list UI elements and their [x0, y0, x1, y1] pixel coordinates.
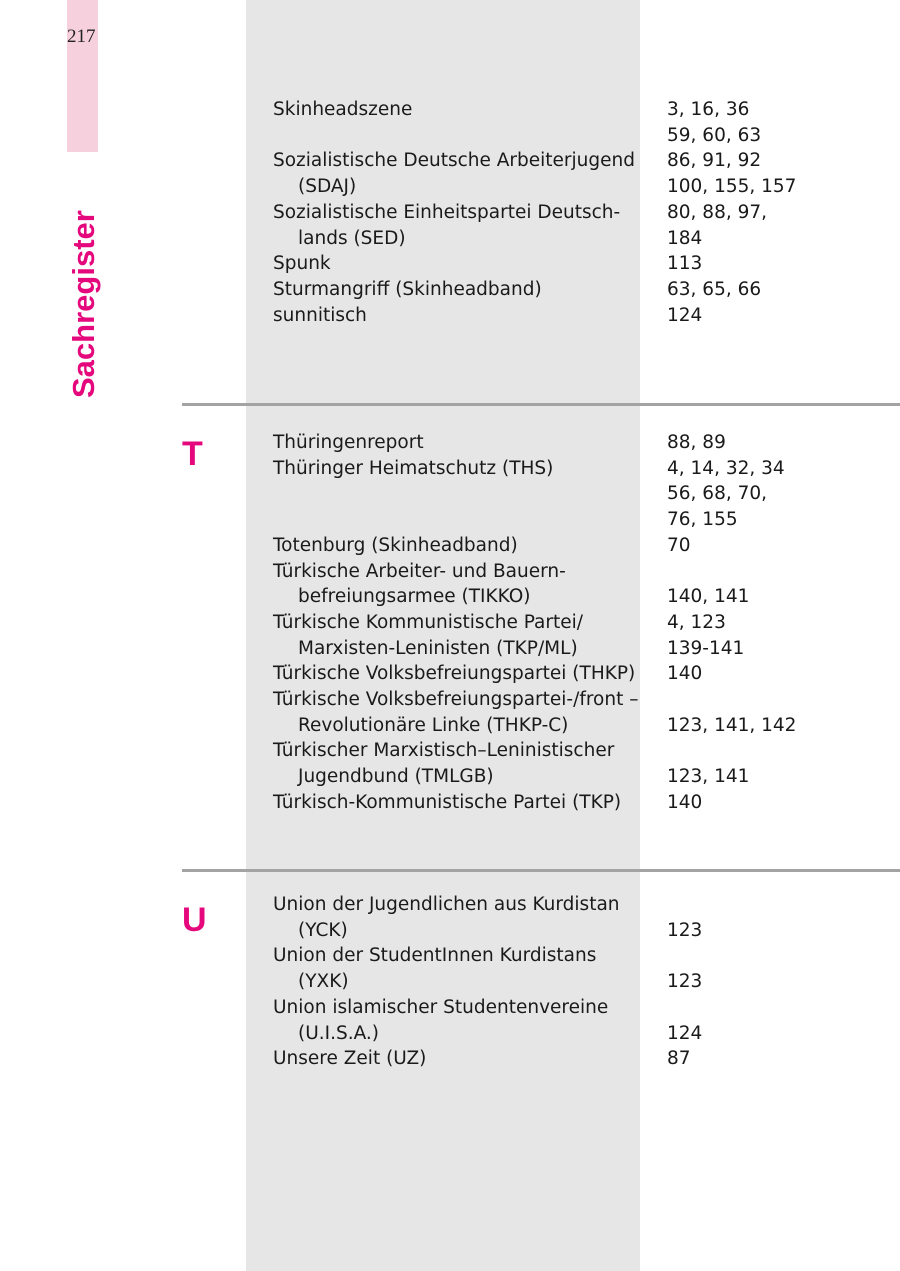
index-entry	[273, 456, 785, 533]
entry-term: Türkische Arbeiter- und Bauern-	[273, 560, 566, 582]
entry-spacer	[273, 507, 643, 533]
page-reference: 3, 16, 36	[667, 99, 750, 120]
entry-term: Sozialistische Einheitspartei Deutsch-	[273, 201, 621, 223]
section-divider	[182, 869, 900, 872]
page-reference: 123	[667, 971, 703, 993]
entry-term-continuation: Marxisten-Leninisten (TKP/ML)	[298, 637, 578, 659]
entry-pages	[667, 1046, 691, 1072]
entry-pages	[667, 97, 761, 148]
entry-term: Türkischer Marxistisch–Leninistischer	[273, 740, 615, 762]
page-reference: 87	[667, 1048, 691, 1070]
index-entry	[273, 892, 703, 943]
page-reference: 140	[667, 791, 703, 813]
entry-term: Türkische Kommunistische Partei/	[273, 611, 584, 633]
page-reference: 123	[667, 919, 703, 941]
index-entry	[273, 610, 745, 661]
index-entry	[273, 251, 703, 277]
entry-term: Union der StudentInnen Kurdistans	[273, 945, 597, 967]
entry-pages	[667, 200, 767, 251]
page-reference: 4, 123	[667, 611, 726, 633]
page-reference: 124	[667, 1022, 703, 1044]
page-reference: 124	[667, 304, 703, 326]
entry-pages	[667, 764, 749, 790]
entry-term: Thüringer Heimatschutz (THS)	[273, 457, 554, 479]
entry-term: Unsere Zeit (UZ)	[273, 1048, 427, 1070]
entry-term: Union islamischer Studentenvereine	[273, 996, 609, 1018]
page-number: 217	[67, 26, 96, 47]
index-section-s	[273, 97, 797, 328]
entry-pages	[667, 430, 726, 456]
entry-term-continuation: (U.I.S.A.)	[298, 1022, 380, 1044]
page-reference: 88, 89	[667, 432, 726, 453]
page-reference: 56, 68, 70,	[667, 483, 768, 505]
page-reference: 4, 14, 32, 34	[667, 457, 785, 479]
page-reference: 123, 141	[667, 766, 750, 788]
page-reference: 184	[667, 227, 703, 249]
entry-pages	[667, 277, 761, 303]
page-reference: 139-141	[667, 637, 745, 659]
entry-term: sunnitisch	[273, 304, 367, 326]
entry-term-continuation: lands (SED)	[298, 227, 406, 249]
index-entry	[273, 790, 703, 816]
entry-pages	[667, 1021, 702, 1047]
page-reference: 123, 141, 142	[667, 714, 797, 736]
index-entry	[273, 943, 703, 994]
entry-pages	[667, 584, 749, 610]
entry-pages	[667, 713, 796, 739]
entry-term: Thüringenreport	[273, 432, 424, 453]
page-reference: 63, 65, 66	[667, 278, 762, 300]
index-section-t	[273, 430, 797, 816]
entry-pages	[667, 251, 702, 277]
entry-term: Sozialistische Deutsche Arbeiterjugend	[273, 150, 635, 172]
index-section-u	[273, 892, 703, 1072]
entry-pages	[667, 918, 702, 944]
index-title: Sachregister	[66, 210, 101, 398]
page-reference: 80, 88, 97,	[667, 201, 768, 223]
entry-term: Skinheadszene	[273, 99, 413, 120]
entry-pages	[667, 303, 702, 329]
page-reference: 140	[667, 663, 703, 685]
entry-term: Union der Jugendlichen aus Kurdistan	[273, 894, 620, 915]
entry-term-continuation: Jugendbund (TMLGB)	[298, 766, 494, 788]
page-reference: 100, 155, 157	[667, 176, 797, 198]
entry-pages	[667, 790, 702, 816]
section-letter-u: U	[182, 901, 207, 939]
index-entry	[273, 995, 703, 1046]
entry-pages	[667, 533, 691, 559]
entry-spacer	[273, 123, 643, 149]
page-reference: 76, 155	[667, 509, 738, 531]
entry-spacer	[273, 481, 643, 507]
entry-term-continuation: Revolutionäre Linke (THKP-C)	[298, 714, 569, 736]
section-divider	[182, 403, 900, 406]
entry-term: Totenburg (Skinheadband)	[273, 534, 518, 556]
index-entry	[273, 303, 703, 329]
index-entry	[273, 1046, 691, 1072]
page-reference: 113	[667, 253, 703, 275]
index-entry	[273, 533, 691, 559]
index-entry	[273, 200, 768, 251]
index-entry	[273, 661, 703, 687]
entry-term-continuation: (YCK)	[298, 919, 348, 941]
entry-term-continuation: (YXK)	[298, 971, 349, 993]
entry-pages	[667, 969, 702, 995]
index-entry	[273, 687, 797, 738]
entry-pages	[667, 610, 744, 661]
entry-term: Sturmangriff (Skinheadband)	[273, 278, 542, 300]
entry-term: Türkische Volksbefreiungspartei (THKP)	[273, 663, 636, 685]
entry-pages	[667, 661, 702, 687]
index-entry	[273, 559, 750, 610]
entry-pages	[667, 148, 796, 199]
entry-term: Spunk	[273, 253, 331, 275]
section-tab	[67, 0, 98, 152]
entry-term-continuation: befreiungsarmee (TIKKO)	[298, 586, 531, 608]
index-entry	[273, 97, 762, 148]
entry-term-continuation: (SDAJ)	[298, 176, 357, 198]
page-reference: 86, 91, 92	[667, 150, 762, 172]
entry-pages	[667, 456, 785, 533]
entry-term: Türkisch-Kommunistische Partei (TKP)	[273, 791, 622, 813]
entry-term: Türkische Volksbefreiungspartei-/front –	[273, 689, 639, 711]
page-reference: 140, 141	[667, 586, 750, 608]
page-reference: 59, 60, 63	[667, 124, 762, 146]
index-entry	[273, 430, 726, 456]
section-letter-t: T	[182, 435, 203, 473]
index-entry	[273, 277, 762, 303]
index-entry	[273, 738, 750, 789]
index-entry	[273, 148, 797, 199]
page-reference: 70	[667, 534, 691, 556]
